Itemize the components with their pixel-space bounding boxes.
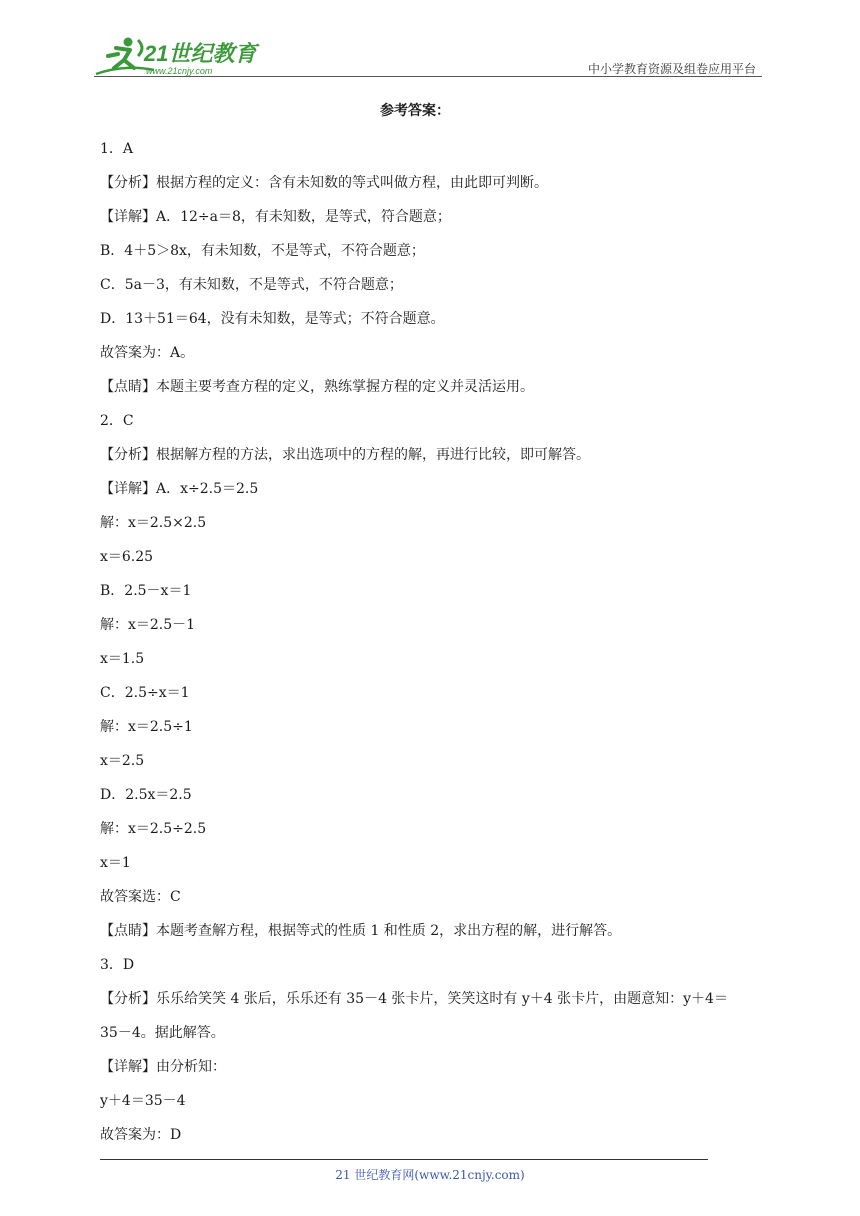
text-line: 【详解】A．12÷a＝8，有未知数，是等式，符合题意；	[100, 209, 451, 225]
text-line: 【详解】由分析知：	[100, 1059, 226, 1075]
text-line: x＝6.25	[100, 549, 154, 565]
text-line: 【详解】A．x÷2.5＝2.5	[100, 481, 259, 497]
text-line: 故答案为：A。	[100, 345, 195, 361]
text-line: D．2.5x＝2.5	[100, 787, 192, 803]
text-line: x＝1.5	[100, 651, 145, 667]
logo-text: 21世纪教育	[144, 41, 257, 66]
text-line: C．2.5÷x＝1	[100, 685, 190, 701]
text-line: x＝2.5	[100, 753, 145, 769]
text-line: C．5a－3，有未知数，不是等式，不符合题意；	[100, 277, 403, 293]
text-line: 解：x＝2.5÷2.5	[100, 821, 207, 837]
text-line: 【分析】乐乐给笑笑 4 张后，乐乐还有 35－4 张卡片，笑笑这时有 y＋4 张卡片，由题意知：y＋4＝	[100, 991, 728, 1007]
page-footer: 21 世纪教育网(www.21cnjy.com)	[335, 1168, 525, 1182]
logo-url: www.21cnjy.com	[146, 66, 213, 76]
text-line: 【分析】根据方程的定义：含有未知数的等式叫做方程，由此即可判断。	[100, 175, 548, 191]
text-line: 2．C	[100, 413, 134, 429]
text-line: B．4＋5＞8x，有未知数，不是等式，不符合题意；	[100, 243, 425, 259]
text-line: D．13＋51＝64，没有未知数，是等式；不符合题意。	[100, 311, 445, 327]
text-line: 【点睛】本题考查解方程，根据等式的性质 1 和性质 2，求出方程的解，进行解答。	[100, 923, 622, 939]
page-title: 参考答案：	[380, 103, 450, 119]
text-line: 1．A	[100, 141, 134, 157]
text-line: B．2.5－x＝1	[100, 583, 192, 599]
text-line: y＋4＝35－4	[100, 1093, 186, 1109]
text-line: 解：x＝2.5×2.5	[100, 515, 207, 531]
text-line: 解：x＝2.5÷1	[100, 719, 193, 735]
text-line: 故答案为：D	[100, 1127, 182, 1143]
logo-icon	[94, 34, 264, 78]
text-line: 3．D	[100, 957, 135, 973]
text-line: 【点睛】本题主要考查方程的定义，熟练掌握方程的定义并灵活运用。	[100, 379, 534, 395]
page-header	[94, 34, 762, 78]
text-line: 解：x＝2.5－1	[100, 617, 196, 633]
text-line: x＝1	[100, 855, 131, 871]
answer-content	[100, 98, 770, 1152]
text-line: 【分析】根据解方程的方法，求出选项中的方程的解，再进行比较，即可解答。	[100, 447, 590, 463]
text-line: 故答案选：C	[100, 889, 181, 905]
header-divider	[94, 76, 762, 77]
text-line: 35－4。据此解答。	[100, 1025, 225, 1041]
platform-name: 中小学教育资源及组卷应用平台	[587, 62, 756, 76]
footer-divider	[100, 1159, 708, 1160]
